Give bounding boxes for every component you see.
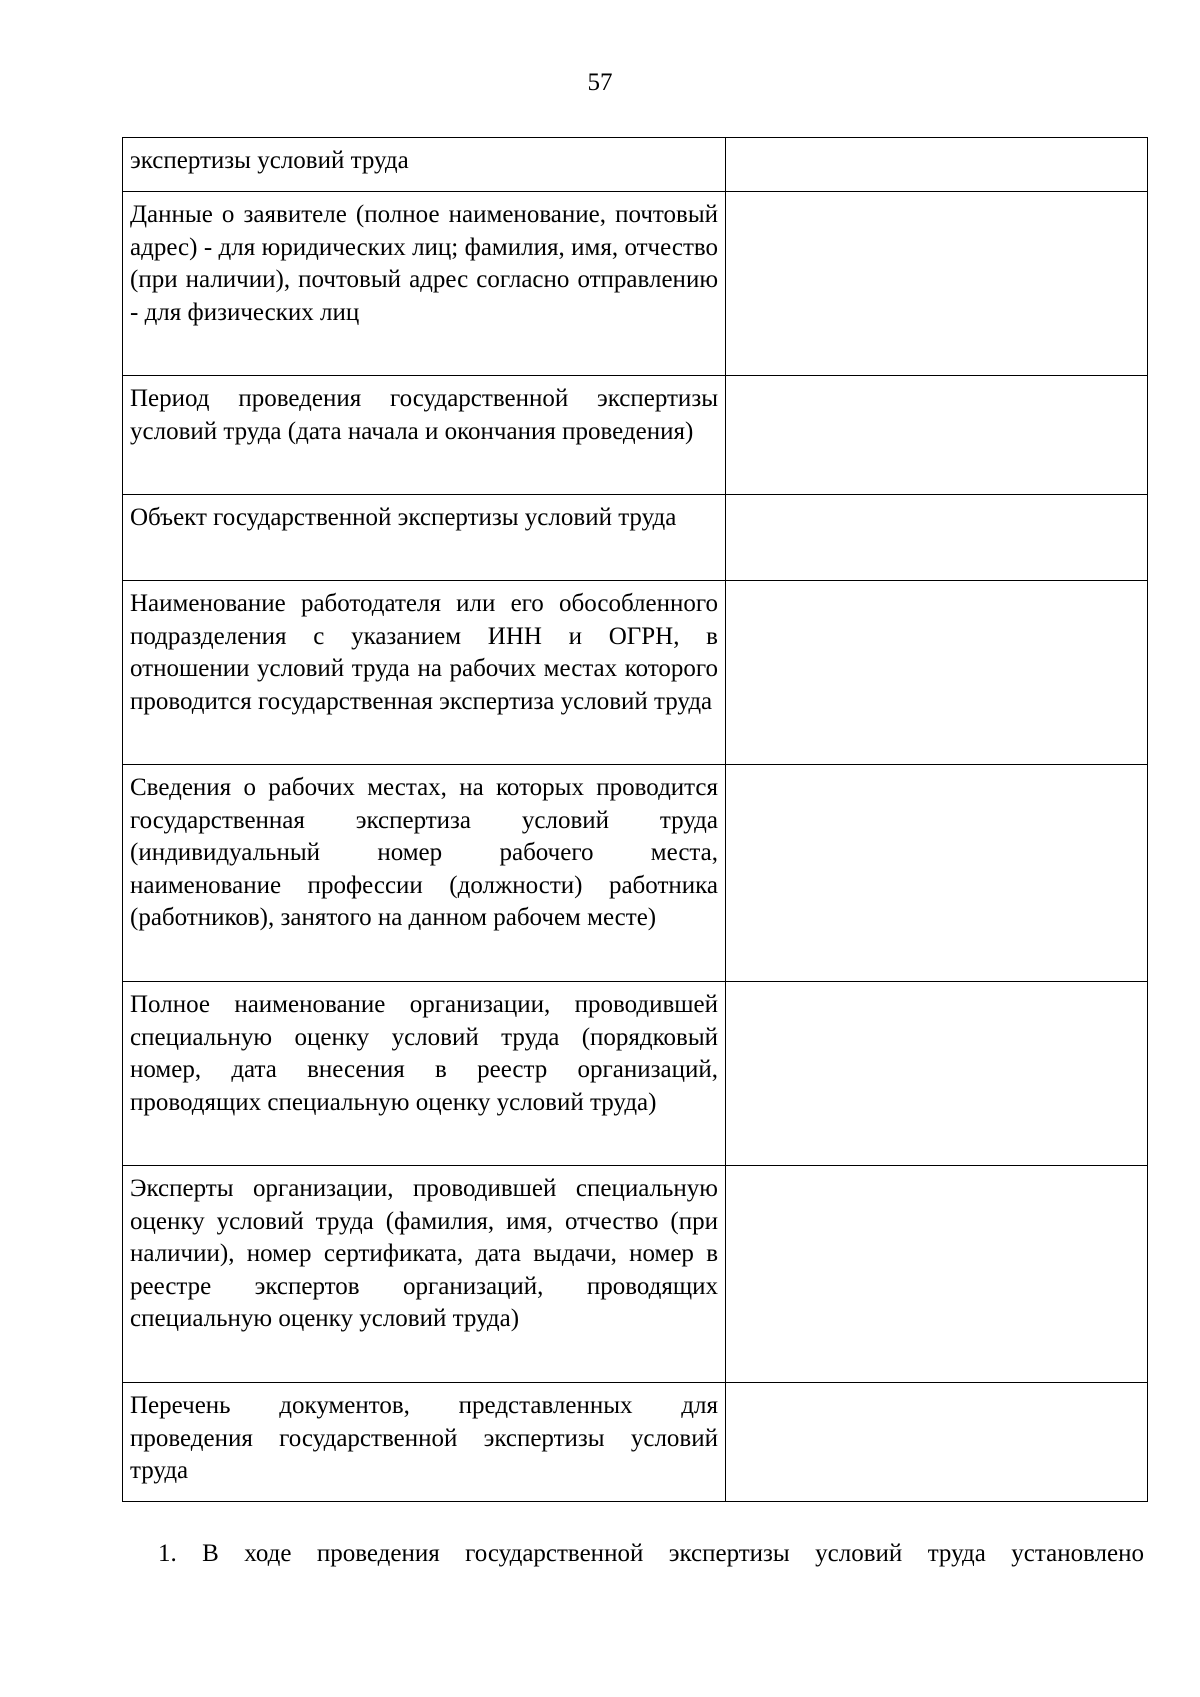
table-row [123, 376, 1148, 495]
row-value [726, 1383, 1148, 1502]
row-value [726, 1166, 1148, 1383]
row-label: Данные о заявителе (полное наименование, почтовый адрес) - для юридических лиц; фамилия, имя, отчество (при наличии), почтовый адрес согласно отправлению - для физических лиц [123, 192, 726, 376]
row-value [726, 765, 1148, 982]
row-value [726, 495, 1148, 581]
row-label: Наименование работодателя или его обособленного подразделения с указанием ИНН и ОГРН, в отношении условий труда на рабочих местах которого проводится государственная экспертиза условий труда [123, 581, 726, 765]
expertise-form-table [122, 137, 1148, 1502]
row-label: экспертизы условий труда [123, 138, 726, 192]
findings-paragraph: 1. В ходе проведения государственной экспертизы условий труда установлено [158, 1540, 1144, 1567]
page-number: 57 [587, 69, 613, 96]
row-label: Сведения о рабочих местах, на которых проводится государственная экспертиза условий труда (индивидуальный номер рабочего места, наименование профессии (должности) работника (работников), занятого на данном рабочем месте) [123, 765, 726, 982]
table-row [123, 1166, 1148, 1383]
table-row [123, 765, 1148, 982]
row-value [726, 982, 1148, 1166]
table-row [123, 982, 1148, 1166]
row-value [726, 192, 1148, 376]
row-label: Полное наименование организации, проводившей специальную оценку условий труда (порядковый номер, дата внесения в реестр организаций, проводящих специальную оценку условий труда) [123, 982, 726, 1166]
table-row [123, 138, 1148, 192]
row-label: Перечень документов, представленных для проведения государственной экспертизы условий труда [123, 1383, 726, 1502]
row-label: Эксперты организации, проводившей специальную оценку условий труда (фамилия, имя, отчество (при наличии), номер сертификата, дата выдачи, номер в реестре экспертов организаций, проводящих специальную оценку условий труда) [123, 1166, 726, 1383]
table-row [123, 192, 1148, 376]
table-row [123, 581, 1148, 765]
row-value [726, 138, 1148, 192]
table-row [123, 1383, 1148, 1502]
row-value [726, 376, 1148, 495]
row-value [726, 581, 1148, 765]
row-label: Период проведения государственной экспертизы условий труда (дата начала и окончания проведения) [123, 376, 726, 495]
row-label: Объект государственной экспертизы условий труда [123, 495, 726, 581]
table-row [123, 495, 1148, 581]
